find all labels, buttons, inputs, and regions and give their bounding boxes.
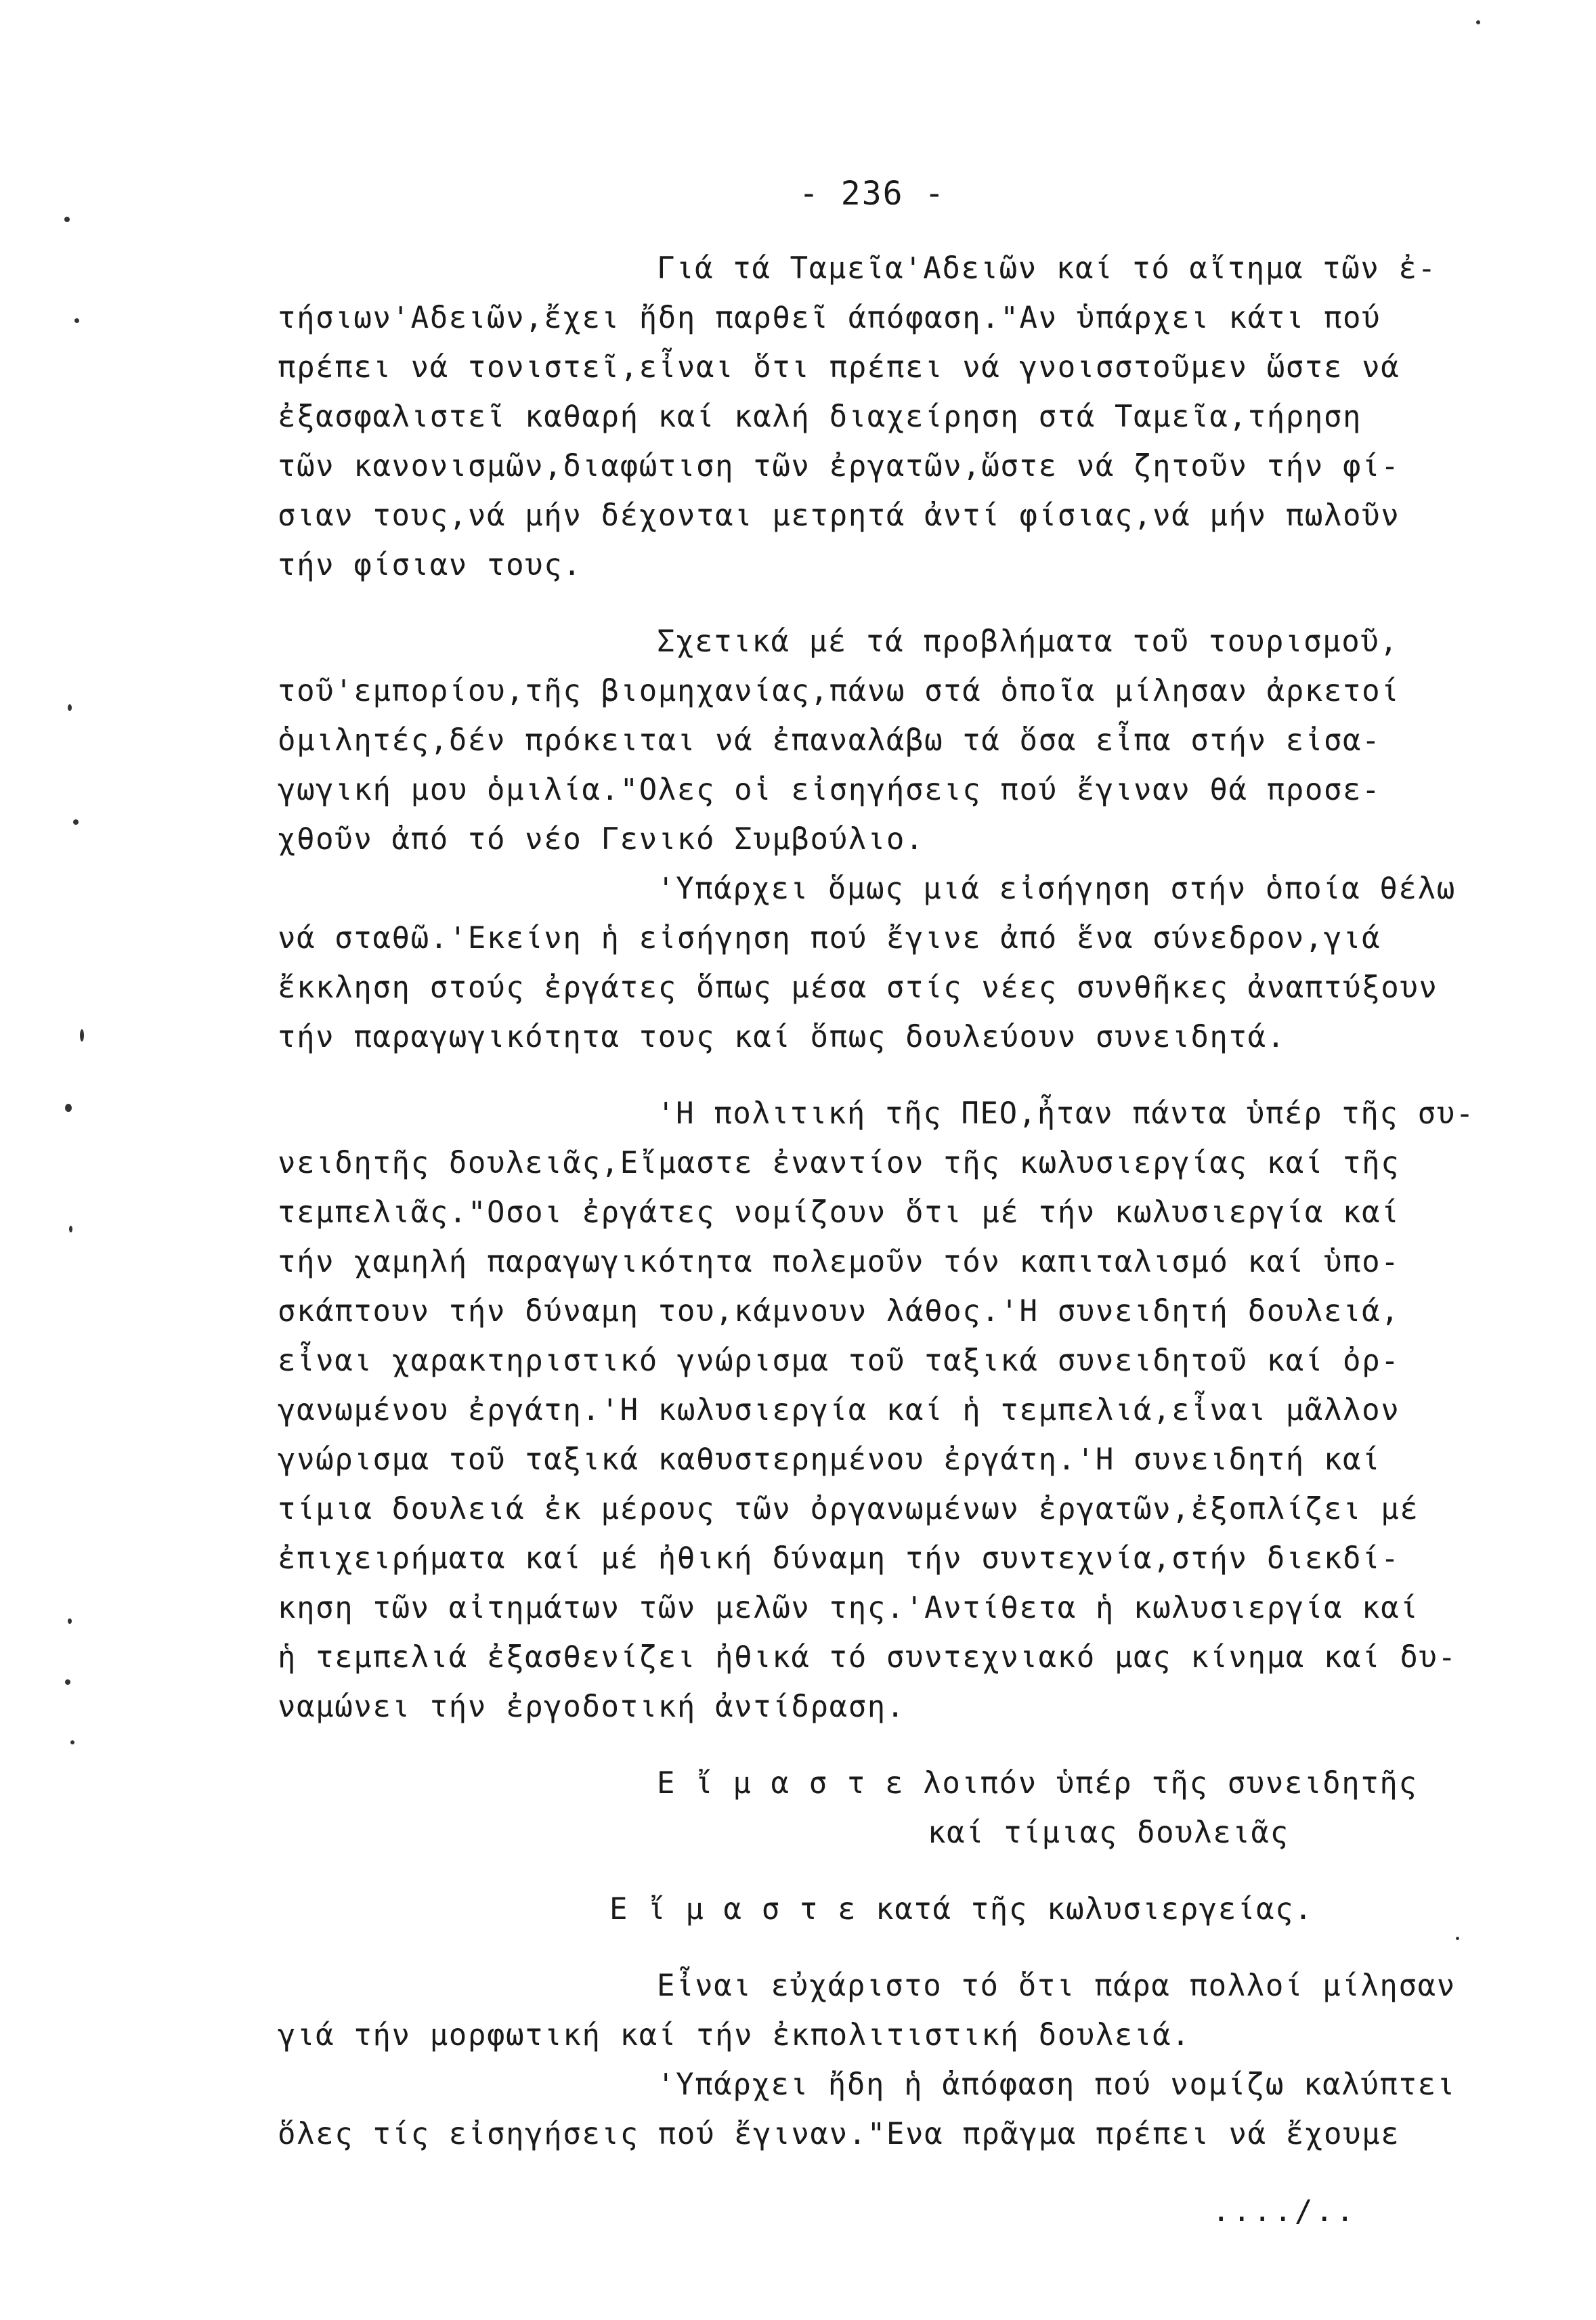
text-line: γανωμένου ἐργάτη.'Η κωλυσιεργία καί ἡ τεμπελιά,εἶναι μᾶλλον <box>278 1393 1400 1427</box>
text-line: Σχετικά μέ τά προβλήματα τοῦ τουρισμοῦ, <box>657 624 1399 659</box>
text-line: ἡ τεμπελιά ἐξασθενίζει ἠθικά τό συντεχνιακό μας κίνημα καί δυ- <box>278 1640 1457 1675</box>
scan-speck <box>64 217 70 222</box>
text-line: ὁμιλητές,δέν πρόκειται νά ἐπαναλάβω τά ὅσα εἶπα στήν εἰσα- <box>278 723 1381 758</box>
text-line: ἔκκληση στούς ἐργάτες ὅπως μέσα στίς νέες συνθῆκες ἀναπτύξουν <box>278 970 1438 1005</box>
document-body <box>278 244 1510 2159</box>
scan-speck <box>73 819 79 825</box>
paragraph-tourism-trade <box>278 617 1510 864</box>
scan-speck <box>70 1740 74 1744</box>
text-line: σιαν τους,νά μήν δέχονται μετρητά ἀντί φίσιας,νά μήν πωλοῦν <box>278 498 1400 533</box>
scan-speck <box>68 704 72 711</box>
text-line: Γιά τά Ταμεῖα'Αδειῶν καί τό αἴτημα τῶν ἐ- <box>657 251 1437 286</box>
text-line: τίμια δουλειά ἐκ μέρους τῶν ὀργανωμένων ἐργατῶν,ἐξοπλίζει μέ <box>278 1492 1419 1526</box>
text-line: τήν φίσιαν τους. <box>278 548 582 582</box>
text-line: 'Η πολιτική τῆς ΠΕΟ,ἦταν πάντα ὑπέρ τῆς συ- <box>657 1096 1475 1131</box>
paragraph-productivity-proposal <box>278 864 1510 1062</box>
text-line: τεμπελιᾶς."Οσοι ἐργάτες νομίζουν ὅτι μέ τήν κωλυσιεργία καί <box>278 1195 1400 1230</box>
scan-speck <box>80 1029 84 1041</box>
paragraph-declaration-for <box>278 1759 1510 1857</box>
paragraph-declaration-against <box>278 1885 1510 1934</box>
text-line: Ε ἴ μ α σ τ ε κατά τῆς κωλυσιεργείας. <box>609 1892 1314 1927</box>
text-line: ναμώνει τήν ἐργοδοτική ἀντίδραση. <box>278 1690 905 1724</box>
paragraph-educational-work <box>278 1961 1510 2060</box>
text-line: νειδητῆς δουλειᾶς,Εἴμαστε ἐναντίον τῆς κωλυσιεργίας καί τῆς <box>278 1146 1400 1180</box>
text-line: γωγική μου ὁμιλία."Ολες οἱ εἰσηγήσεις πού ἔγιναν θά προσε- <box>278 773 1381 807</box>
scan-speck <box>68 1618 72 1624</box>
paragraph-annual-leave-funds <box>278 244 1510 590</box>
text-line: τήσιων'Αδειῶν,ἔχει ἤδη παρθεῖ άπόφαση."Αν ὑπάρχει κάτι πού <box>278 301 1381 335</box>
text-line: γνώρισμα τοῦ ταξικά καθυστερημένου ἐργάτη.'Η συνειδητή καί <box>278 1442 1381 1477</box>
text-line: 'Υπάρχει ἤδη ἡ ἀπόφαση πού νομίζω καλύπτει <box>657 2067 1456 2102</box>
text-line: ἐξασφαλιστεῖ καθαρή καί καλή διαχείρηση στά Ταμεῖα,τήρηση <box>278 400 1362 434</box>
paragraph-peo-policy <box>278 1089 1510 1732</box>
text-line: ἐπιχειρήματα καί μέ ἠθική δύναμη τήν συντεχνία,στήν διεκδί- <box>278 1541 1400 1576</box>
paragraph-existing-decision <box>278 2060 1510 2159</box>
text-line: τῶν κανονισμῶν,διαφώτιση τῶν ἐργατῶν,ὥστε νά ζητοῦν τήν φί- <box>278 449 1400 484</box>
text-line: πρέπει νά τονιστεῖ,εἶναι ὅτι πρέπει νά γνοισστοῦμεν ὥστε νά <box>278 350 1400 385</box>
text-line: κηση τῶν αἰτημάτων τῶν μελῶν της.'Αντίθετα ἡ κωλυσιεργία καί <box>278 1591 1419 1625</box>
scan-speck <box>69 1226 72 1232</box>
scan-speck <box>1456 1937 1459 1940</box>
text-line: τήν χαμηλή παραγωγικότητα πολεμοῦν τόν καπιταλισμό καί ὑπο- <box>278 1245 1400 1279</box>
text-line: γιά τήν μορφωτική καί τήν ἐκπολιτιστική δουλειά. <box>278 2018 1191 2053</box>
scan-speck <box>65 1679 70 1685</box>
text-line: 'Υπάρχει ὅμως μιά εἰσήγηση στήν ὁποία θέλω <box>657 872 1456 906</box>
scan-speck <box>74 318 79 323</box>
text-line: χθοῦν ἀπό τό νέο Γενικό Συμβούλιο. <box>278 822 925 857</box>
text-line: εἶναι χαρακτηριστικό γνώρισμα τοῦ ταξικά συνειδητοῦ καί ὀρ- <box>278 1344 1400 1378</box>
text-line: τοῦ'εμπορίου,τῆς βιομηχανίας,πάνω στά ὁποῖα μίλησαν ἀρκετοί <box>278 674 1400 708</box>
scan-speck <box>1476 20 1480 24</box>
text-line: σκάπτουν τήν δύναμη του,κάμνουν λάθος.'Η συνειδητή δουλειά, <box>278 1294 1400 1329</box>
text-line: ὅλες τίς εἰσηγήσεις πού ἔγιναν."Ενα πρᾶγμα πρέπει νά ἔχουμε <box>278 2117 1400 2151</box>
text-line: Ε ἴ μ α σ τ ε λοιπόν ὑπέρ τῆς συνειδητῆς <box>657 1766 1418 1801</box>
page-number: - 236 - <box>799 175 946 213</box>
continuation-mark: ..../.. <box>1212 2194 1357 2229</box>
text-line: τήν παραγωγικότητα τους καί ὅπως δουλεύουν συνειδητά. <box>278 1020 1286 1054</box>
scan-speck <box>65 1104 72 1112</box>
text-line: νά σταθῶ.'Εκείνη ἡ εἰσήγηση πού ἔγινε ἀπό ἕνα σύνεδρον,γιά <box>278 921 1381 955</box>
text-line: Εἶναι εὐχάριστο τό ὅτι πάρα πολλοί μίλησαν <box>657 1969 1456 2003</box>
text-line: καί τίμιας δουλειᾶς <box>928 1816 1289 1850</box>
